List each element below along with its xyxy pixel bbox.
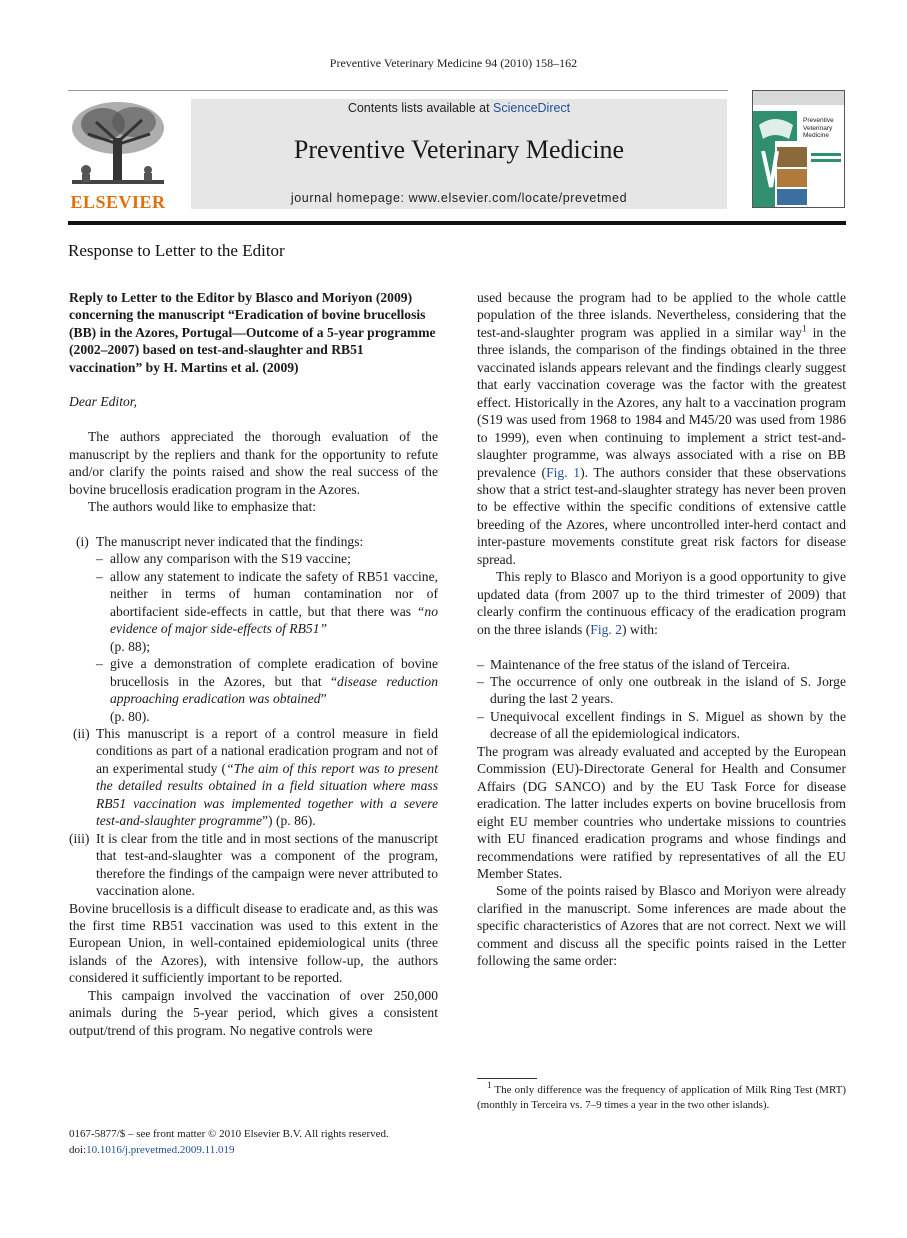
elsevier-logo xyxy=(68,100,168,210)
dash-symbol: – xyxy=(96,656,103,672)
body-paragraph: The authors would like to emphasize that: xyxy=(88,499,317,515)
dash-symbol: – xyxy=(477,674,484,690)
contents-line xyxy=(191,101,727,115)
page-ref: (p. 88); xyxy=(110,638,151,654)
footnote-rule xyxy=(477,1078,537,1079)
body-paragraph: The authors appreciated the thorough evaluation of the manuscript by the repliers and thank for the opportunity to refute and/or clarify the points raised and show the real success of the bovine brucellosis eradication program in the Azores. xyxy=(69,429,438,497)
dash-item xyxy=(477,673,846,708)
body-paragraph: Some of the points raised by Blasco and Moriyon were already clarified in the manuscript. Some inferences are made about the specific characteristics of Azores that are not correct. Next we will comment and discuss all the specific points raised in the Letter following the same order: xyxy=(477,883,846,969)
list-label: (iii) xyxy=(69,830,90,846)
dash-item xyxy=(69,550,438,567)
dash-symbol: – xyxy=(96,568,103,584)
journal-cover xyxy=(752,90,845,208)
running-head: Preventive Veterinary Medicine 94 (2010) 158–162 xyxy=(329,56,578,70)
dash-text: Maintenance of the free status of the island of Terceira. xyxy=(490,656,790,672)
dash-text: give a demonstration of complete eradication of bovine brucellosis in the Azores, but that “ xyxy=(110,656,438,689)
dash-item xyxy=(69,568,438,638)
section-title: Response to Letter to the Editor xyxy=(68,241,285,260)
sciencedirect-link[interactable]: ScienceDirect xyxy=(493,101,571,115)
body-paragraph xyxy=(477,289,846,568)
dash-text: allow any comparison with the S19 vaccine; xyxy=(110,551,351,567)
text-run: ) with: xyxy=(622,621,658,637)
issn-line: 0167-5877/$ – see front matter © 2010 Elsevier B.V. All rights reserved. xyxy=(69,1128,389,1140)
list-label: (i) xyxy=(76,533,89,549)
header-thick-rule xyxy=(68,221,846,225)
salutation: Dear Editor, xyxy=(69,394,137,410)
left-column xyxy=(69,289,438,1039)
quoted-text: “The aim of this report was to present the detailed results obtained in a field situation where mass RB51 vaccination was implemented together with a severe test-and-slaughter programme xyxy=(96,760,438,829)
dash-text: The occurrence of only one outbreak in the island of S. Jorge during the last 2 years. xyxy=(490,674,846,707)
doi-prefix: doi: xyxy=(69,1143,87,1156)
list-text: It is clear from the title and in most sections of the manuscript that test-and-slaughter was a component of the program, therefore the findings of the campaign were never attributed to vaccination alone. xyxy=(96,830,438,899)
dash-symbol: – xyxy=(96,551,103,567)
journal-title: Preventive Veterinary Medicine xyxy=(293,135,625,164)
body-paragraph: The program was already evaluated and accepted by the European Commission (EU)-Directorate General for Health and Consumer Affairs (DG SANCO) and by the EU Task Force for disease eradication. The latter includes experts on bovine brucellosis from eight EU member countries who undertake missions to countries with EU financed eradication programs and whose findings and recommendations were ratified by representatives of all the EU Member States. xyxy=(477,743,846,881)
dash-symbol: – xyxy=(477,708,484,724)
tree-illustration-icon xyxy=(68,100,168,190)
publisher-wordmark: ELSEVIER xyxy=(70,192,166,212)
page-ref: (p. 80). xyxy=(110,708,150,724)
footnote-number: 1 xyxy=(487,1080,492,1091)
list-item-i xyxy=(69,533,438,550)
quote-close: ”) (p. 86). xyxy=(262,813,316,829)
footnote-mark[interactable]: 1 xyxy=(801,323,807,334)
quoted-text: “no evidence of major side-effects of RB51” xyxy=(110,603,438,637)
header-rule xyxy=(68,90,728,91)
footnote-text: The only difference was the frequency of application of Milk Ring Test (MRT) (monthly in Terceira vs. 7–9 times a year in the two other islands). xyxy=(477,1084,846,1111)
list-text: The manuscript never indicated that the findings: xyxy=(96,533,364,549)
dash-text: Unequivocal excellent findings in S. Miguel as shown by the decrease of all the epidemiological indicators. xyxy=(490,708,846,742)
cover-title-line: Preventive xyxy=(803,117,834,124)
cover-title xyxy=(803,117,834,140)
fig2-link[interactable]: Fig. 2 xyxy=(590,621,622,637)
text-run: ). The authors consider that these observations show that a strict test-and-slaughter strategy has never been proven to be effective within the specific conditions of extensive cattle breeding of the Azores, where uncontrolled inter-herd contact and inter-pasture movements constitute great risk factors for disease spread. xyxy=(477,464,846,567)
list-label: (ii) xyxy=(73,725,90,741)
copyright-block xyxy=(69,1127,449,1158)
footnote xyxy=(477,1080,846,1113)
quote-close: ” xyxy=(320,691,327,707)
article-title: Reply to Letter to the Editor by Blasco and Moriyon (2009) concerning the manuscript “Eradication of bovine brucellosis (BB) in the Azores, Portugal—Outcome of a 5-year programme (2002–2007) based on test-and-slaughter and RB51 vaccination” by H. Martins et al. (2009) xyxy=(69,290,436,375)
dash-item xyxy=(69,655,438,707)
list-text: This manuscript is a report of a control measure in field conditions as part of a national eradication program and not of an experimental study ( xyxy=(96,725,438,776)
text-run: used because the program had to be applied to the whole cattle population of the three islands. Nevertheless, considering that the test-and-slaughter program was applied in a similar way xyxy=(477,290,846,340)
cover-art-icon xyxy=(753,91,844,207)
quoted-text: disease reduction approaching eradication was obtained xyxy=(110,673,438,707)
body-paragraph xyxy=(477,568,846,638)
journal-homepage[interactable]: journal homepage: www.elsevier.com/locate/prevetmed xyxy=(290,191,628,205)
contents-prefix: Contents lists available at xyxy=(347,101,494,115)
dash-item xyxy=(477,708,846,743)
text-run: This reply to Blasco and Moriyon is a good opportunity to give updated data (from 2007 up to the third trimester of 2009) that clearly confirm the continuous efficacy of the eradication program on the three islands ( xyxy=(477,569,846,637)
list-item-iii xyxy=(69,830,438,900)
dash-item xyxy=(477,656,846,673)
body-paragraph: Bovine brucellosis is a difficult disease to eradicate and, as this was the first time RB51 vaccination was used to this extent in the European Union, in well-contained epidemiological units (three islands of the Azores), with intensive follow-up, the authors considered it sufficiently important to be reported. xyxy=(69,900,438,986)
fig1-link[interactable]: Fig. 1 xyxy=(546,464,581,480)
dash-symbol: – xyxy=(477,656,484,672)
cover-title-line: Medicine xyxy=(803,132,830,139)
list-item-ii xyxy=(69,725,438,830)
journal-banner xyxy=(191,99,727,209)
body-paragraph: This campaign involved the vaccination of over 250,000 animals during the 5-year period, which gives a consistent output/trend of this program. No negative controls were xyxy=(69,987,438,1038)
text-run: in the three islands, the comparison of the findings obtained in the three vaccinated islands appears relevant and the findings clearly suggest that early vaccination coverage was the factor with the greatest effect. Historically in the Azores, any halt to a vaccination program (S19 was used from 1968 to 1984 and M45/20 was used from 1986 to 1999), even when continuing to implement a strict test-and-slaughter programme, was always associated with a rise on BB prevalence ( xyxy=(477,324,846,480)
right-column xyxy=(477,289,846,970)
cover-title-line: Veterinary xyxy=(803,124,833,132)
dash-text: allow any statement to indicate the safety of RB51 vaccine, neither in terms of human contamination nor of abortifacient side-effects in cattle, but that there was xyxy=(110,568,438,619)
doi-link[interactable]: 10.1016/j.prevetmed.2009.11.019 xyxy=(86,1143,235,1156)
doi-line xyxy=(69,1143,449,1159)
